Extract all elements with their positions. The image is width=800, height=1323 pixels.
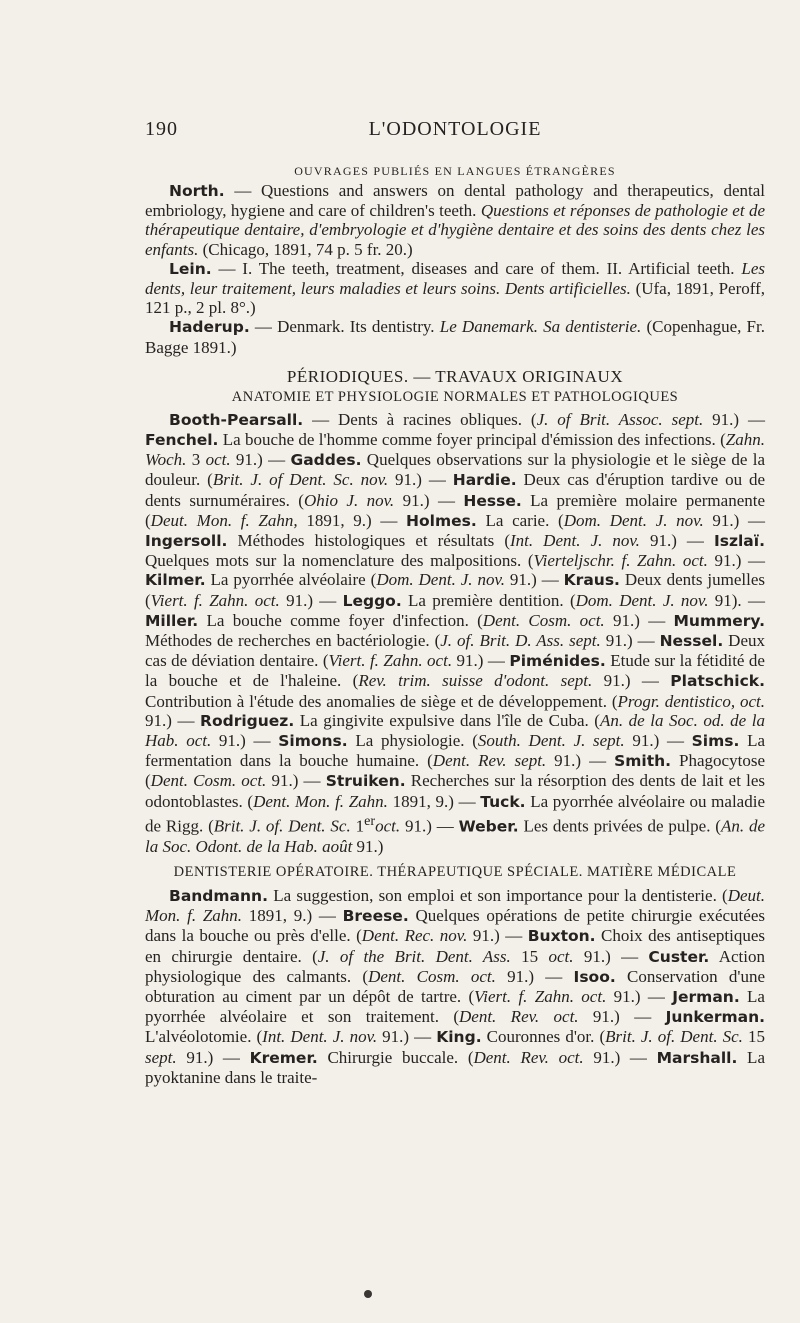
entry-text: Quelques mots sur la nomenclature des malpositions. (	[145, 551, 534, 571]
entry-title-fr: Le Danemark. Sa dentisterie.	[439, 317, 642, 337]
author-name: Fenchel.	[145, 431, 219, 450]
entry-text: La carie. (	[476, 510, 564, 530]
entry-text: Contribution à l'étude des anomalies de siège et de développement. (	[145, 691, 618, 711]
author-name: Gaddes.	[290, 451, 362, 470]
entry-text: 91.) —	[452, 651, 510, 671]
entry-text: (Copenhague, Fr. Bagge 1891.)	[145, 317, 765, 357]
citation: Dent. Cosm. oct.	[482, 610, 605, 630]
section-heading-dentisterie: DENTISTERIE OPÉRATOIRE. THÉRAPEUTIQUE SPÉCIALE. MATIÈRE MÉDICALE	[173, 863, 737, 880]
entry-text: Méthodes histologiques et résultats (	[227, 531, 510, 551]
entry-title-fr: Questions et réponses de pathologie et de thérapeutique dentaire, d'embryologie et d'hygiène dentaire et des soins des dents chez les enfants.	[145, 201, 765, 259]
author-name: Simons.	[278, 732, 348, 751]
citation: An. de la Soc. od. de la Hab. oct.	[145, 710, 766, 751]
page-body	[145, 160, 765, 1087]
author-name: Mummery.	[673, 611, 765, 630]
entry-text: 91.) —	[467, 926, 528, 946]
entry-text: 91.) —	[230, 450, 291, 470]
citation: Int. Dent. J. nov.	[262, 1027, 378, 1047]
entry-text: Les dents privées de pulpe. (	[518, 816, 721, 836]
author-name: Struiken.	[325, 772, 406, 791]
author-name: Bandmann.	[169, 886, 268, 905]
entry-text: La première dentition. (	[401, 590, 576, 610]
citation: Brit. J. of Dent. Sc. nov.	[212, 470, 389, 490]
entry-text: Quelques observations sur la physiologie et le siège de la douleur. (	[145, 450, 766, 490]
entry-text: La fermentation dans la bouche humaine. (	[145, 731, 766, 771]
superscript: er	[364, 812, 376, 829]
entry-text: 91.) —	[394, 490, 464, 510]
author-name: Nessel.	[659, 632, 724, 651]
entry-text: Deux dents jumelles (	[145, 570, 765, 610]
author-name: Sims.	[691, 732, 740, 751]
citation: Dent. Cosm. oct.	[368, 966, 496, 986]
author-name: Weber.	[458, 817, 519, 836]
citation: Viert. f. Zahn. oct.	[328, 651, 453, 671]
page-header	[145, 118, 765, 150]
citation: Viert. f. Zahn. oct.	[474, 986, 607, 1006]
entry-text: 91.) —	[145, 710, 201, 730]
entry-text: 91.)	[352, 836, 384, 856]
entry-text: (Chicago, 1891, 74 p. 5 fr. 20.)	[198, 239, 413, 259]
citation: Vierteljschr. f. Zahn. oct.	[533, 551, 708, 571]
entry-text: 91.) —	[388, 470, 453, 490]
author-name: Platschick.	[670, 672, 765, 691]
citation: An. de la Soc. Odont. de la Hab. août	[145, 816, 766, 856]
entry-text: 1891, 9.) —	[387, 791, 481, 811]
entry-text: 91). —	[708, 590, 765, 610]
citation: Brit. J. of. Dent. Sc.	[213, 816, 351, 836]
citation: Dent. Rec. nov.	[361, 926, 468, 946]
author-name: Junkerman.	[665, 1008, 766, 1027]
author-name: Holmes.	[406, 511, 477, 530]
section-heading-periodiques: PÉRIODIQUES. — TRAVAUX ORIGINAUX	[286, 366, 624, 386]
author-name: Miller.	[145, 611, 199, 630]
entry-text: La pyorrhée alvéolaire et son traitement. (	[145, 986, 765, 1027]
citation: Zahn. Woch.	[145, 430, 765, 470]
author-name: Custer.	[648, 947, 710, 966]
citation: Dent. Rev. sept.	[432, 751, 547, 771]
entry-text: 15	[742, 1027, 765, 1047]
entry-text: L'alvéolotomie. (	[145, 1027, 263, 1047]
citation: Dent. Rev. oct.	[473, 1047, 584, 1067]
entry-lein	[145, 259, 765, 318]
entry-text: La pyorrhée alvéolaire ou maladie de Rigg. (	[145, 791, 765, 836]
entry-text: La pyoktanine dans le traite-	[145, 1047, 765, 1087]
entry-text: 15	[510, 946, 549, 966]
section-subheading-anatomie: ANATOMIE ET PHYSIOLOGIE NORMALES ET PATHOLOGIQUES	[231, 388, 679, 405]
entry-text: 1891, 9.) —	[242, 906, 343, 926]
entry-text: La suggestion, son emploi et son importance pour la dentisterie. (	[267, 885, 728, 905]
entry-text: 91.) —	[703, 510, 765, 530]
entry-text: — I. The teeth, treatment, diseases and care of them. II. Artificial teeth.	[211, 258, 742, 278]
citation: sept.	[145, 1047, 177, 1067]
entry-text: 91.) —	[592, 671, 671, 691]
entry-text: Couronnes d'or. (	[481, 1027, 606, 1047]
citation: Progr. dentistico, oct.	[617, 691, 766, 711]
citation: Deut. Mon. f. Zahn,	[150, 510, 298, 530]
entry-text: — Questions and answers on dental pathology and therapeutics, dental embriology, hygiene and care of children's teeth.	[145, 181, 765, 221]
citation: Dent. Mon. f. Zahn.	[253, 791, 388, 811]
author-name: Haderup.	[169, 318, 250, 337]
entry-text: 91.) —	[377, 1027, 437, 1047]
author-name: Kraus.	[563, 571, 620, 590]
citation: Dom. Dent. J. nov.	[563, 510, 704, 530]
author-name: Booth-Pearsall.	[169, 410, 304, 429]
section-heading-foreign: OUVRAGES PUBLIÉS EN LANGUES ÉTRANGÈRES	[294, 164, 616, 178]
entry-text: Choix des antiseptiques en chirurgie dentaire. (	[145, 926, 766, 966]
citation: Int. Dent. J. nov.	[510, 531, 640, 551]
author-name: Leggo.	[342, 591, 402, 610]
entry-text: 3	[186, 450, 206, 470]
author-name: Hardie.	[452, 471, 517, 490]
entry-text: 91.) —	[600, 631, 660, 651]
entry-text: 91.) —	[578, 1007, 666, 1027]
entry-text: 91.) —	[505, 570, 564, 590]
entry-text: Conservation d'une obturation au ciment par un dépôt de tartre. (	[145, 966, 765, 1006]
entry-text: 91.) —	[400, 816, 459, 836]
running-title: L'ODONTOLOGIE	[368, 118, 542, 140]
entry-text: 91.) —	[495, 966, 574, 986]
citation: Deut. Mon. f. Zahn.	[145, 885, 765, 926]
citation: Dom. Dent. J. nov.	[376, 570, 505, 590]
citation: oct.	[548, 946, 574, 966]
entry-text: 91.) —	[573, 946, 649, 966]
author-name: Marshall.	[656, 1048, 738, 1067]
citation: J. of the Brit. Dent. Ass.	[317, 946, 511, 966]
entry-text: 91.) —	[639, 531, 714, 551]
entry-text: 91.) —	[279, 590, 343, 610]
entry-text: 91.) —	[624, 731, 692, 751]
page-number: 190	[145, 118, 178, 140]
author-name: Iszlaï.	[713, 532, 765, 551]
entry-text: — Dents à racines obliques. (	[303, 409, 537, 429]
footer-ornament-dot	[364, 1290, 372, 1298]
author-name: Tuck.	[480, 792, 526, 811]
entry-text: 91.) —	[606, 986, 673, 1006]
entry-text: 91.) —	[546, 751, 615, 771]
citation: Dom. Dent. J. nov.	[575, 590, 709, 610]
entry-text: Action physiologique des calmants. (	[145, 946, 765, 986]
entry-text: 1	[350, 816, 365, 836]
author-name: Kremer.	[249, 1048, 318, 1067]
entry-text: Méthodes de recherches en bactériologie. (	[145, 631, 441, 651]
entry-text: 91.) —	[604, 610, 674, 630]
citation: J. of Brit. Assoc. sept.	[536, 409, 704, 429]
entry-text: 91.) —	[583, 1047, 657, 1067]
author-name: Lein.	[169, 259, 212, 278]
entry-text: La gingivite expulsive dans l'île de Cuba. (	[294, 710, 600, 730]
entry-text: La bouche comme foyer d'infection. (	[198, 610, 483, 630]
entry-text: Phagocytose (	[145, 751, 765, 791]
citation: Dent. Rev. oct.	[459, 1007, 579, 1027]
entry-text: 91.) —	[266, 771, 326, 791]
entry-text: 91.) —	[211, 731, 279, 751]
author-name: King.	[436, 1028, 482, 1047]
paragraph-dentisterie	[145, 886, 765, 1087]
entry-text: Deux cas d'éruption tardive ou de dents surnuméraires. (	[145, 470, 766, 510]
entry-text: 1891, 9.) —	[297, 510, 407, 530]
author-name: Jerman.	[672, 987, 740, 1006]
entry-text: 91.) —	[707, 551, 766, 571]
entry-text: Etude sur la fétidité de la bouche et de l'haleine. (	[145, 651, 765, 691]
citation: J. of. Brit. D. Ass. sept.	[440, 631, 601, 651]
entry-text: Deux cas de déviation dentaire. (	[145, 631, 766, 671]
author-name: North.	[169, 182, 225, 200]
citation: oct.	[205, 450, 231, 470]
citation: oct.	[375, 816, 401, 836]
citation: South. Dent. J. sept.	[477, 731, 625, 751]
entry-title-fr: Les dents, leur traitement, leurs maladies et leurs soins. Dents artificielles.	[145, 258, 765, 299]
author-name: Hesse.	[463, 491, 522, 510]
entry-north	[145, 181, 765, 259]
entry-text: (Ufa, 1891, Peroff, 121 p., 2 pl. 8°.)	[145, 279, 765, 318]
author-name: Piménides.	[509, 652, 606, 671]
entry-text: La bouche de l'homme comme foyer principal d'émission des infections. (	[218, 430, 726, 450]
citation: Dent. Cosm. oct.	[150, 771, 267, 791]
author-name: Breese.	[342, 907, 409, 926]
author-name: Buxton.	[527, 927, 596, 946]
citation: Ohio J. nov.	[303, 490, 395, 510]
entry-text: 91.) —	[176, 1047, 250, 1067]
entry-text: — Denmark. Its dentistry.	[249, 317, 440, 337]
citation: Viert. f. Zahn. oct.	[150, 590, 280, 610]
citation: Brit. J. of. Dent. Sc.	[605, 1027, 743, 1047]
paragraph-anatomie	[145, 410, 765, 856]
author-name: Ingersoll.	[145, 532, 228, 551]
entry-text: La pyorrhée alvéolaire (	[205, 570, 377, 590]
author-name: Kilmer.	[145, 571, 206, 590]
citation: Rev. trim. suisse d'odont. sept.	[358, 671, 593, 691]
entry-text: Recherches sur la résorption des dents de lait et les odontoblastes. (	[145, 771, 766, 811]
entry-text: La physiologie. (	[347, 731, 478, 751]
author-name: Rodriguez.	[200, 711, 295, 730]
entry-text: Quelques opérations de petite chirurgie exécutées dans la bouche ou près d'elle. (	[145, 906, 765, 946]
entry-text: La première molaire permanente (	[145, 490, 766, 530]
author-name: Isoo.	[573, 967, 616, 986]
author-name: Smith.	[614, 752, 672, 771]
entry-text: 91.) —	[703, 409, 765, 429]
entry-text: Chirurgie buccale. (	[317, 1047, 474, 1067]
entry-haderup	[145, 317, 765, 356]
